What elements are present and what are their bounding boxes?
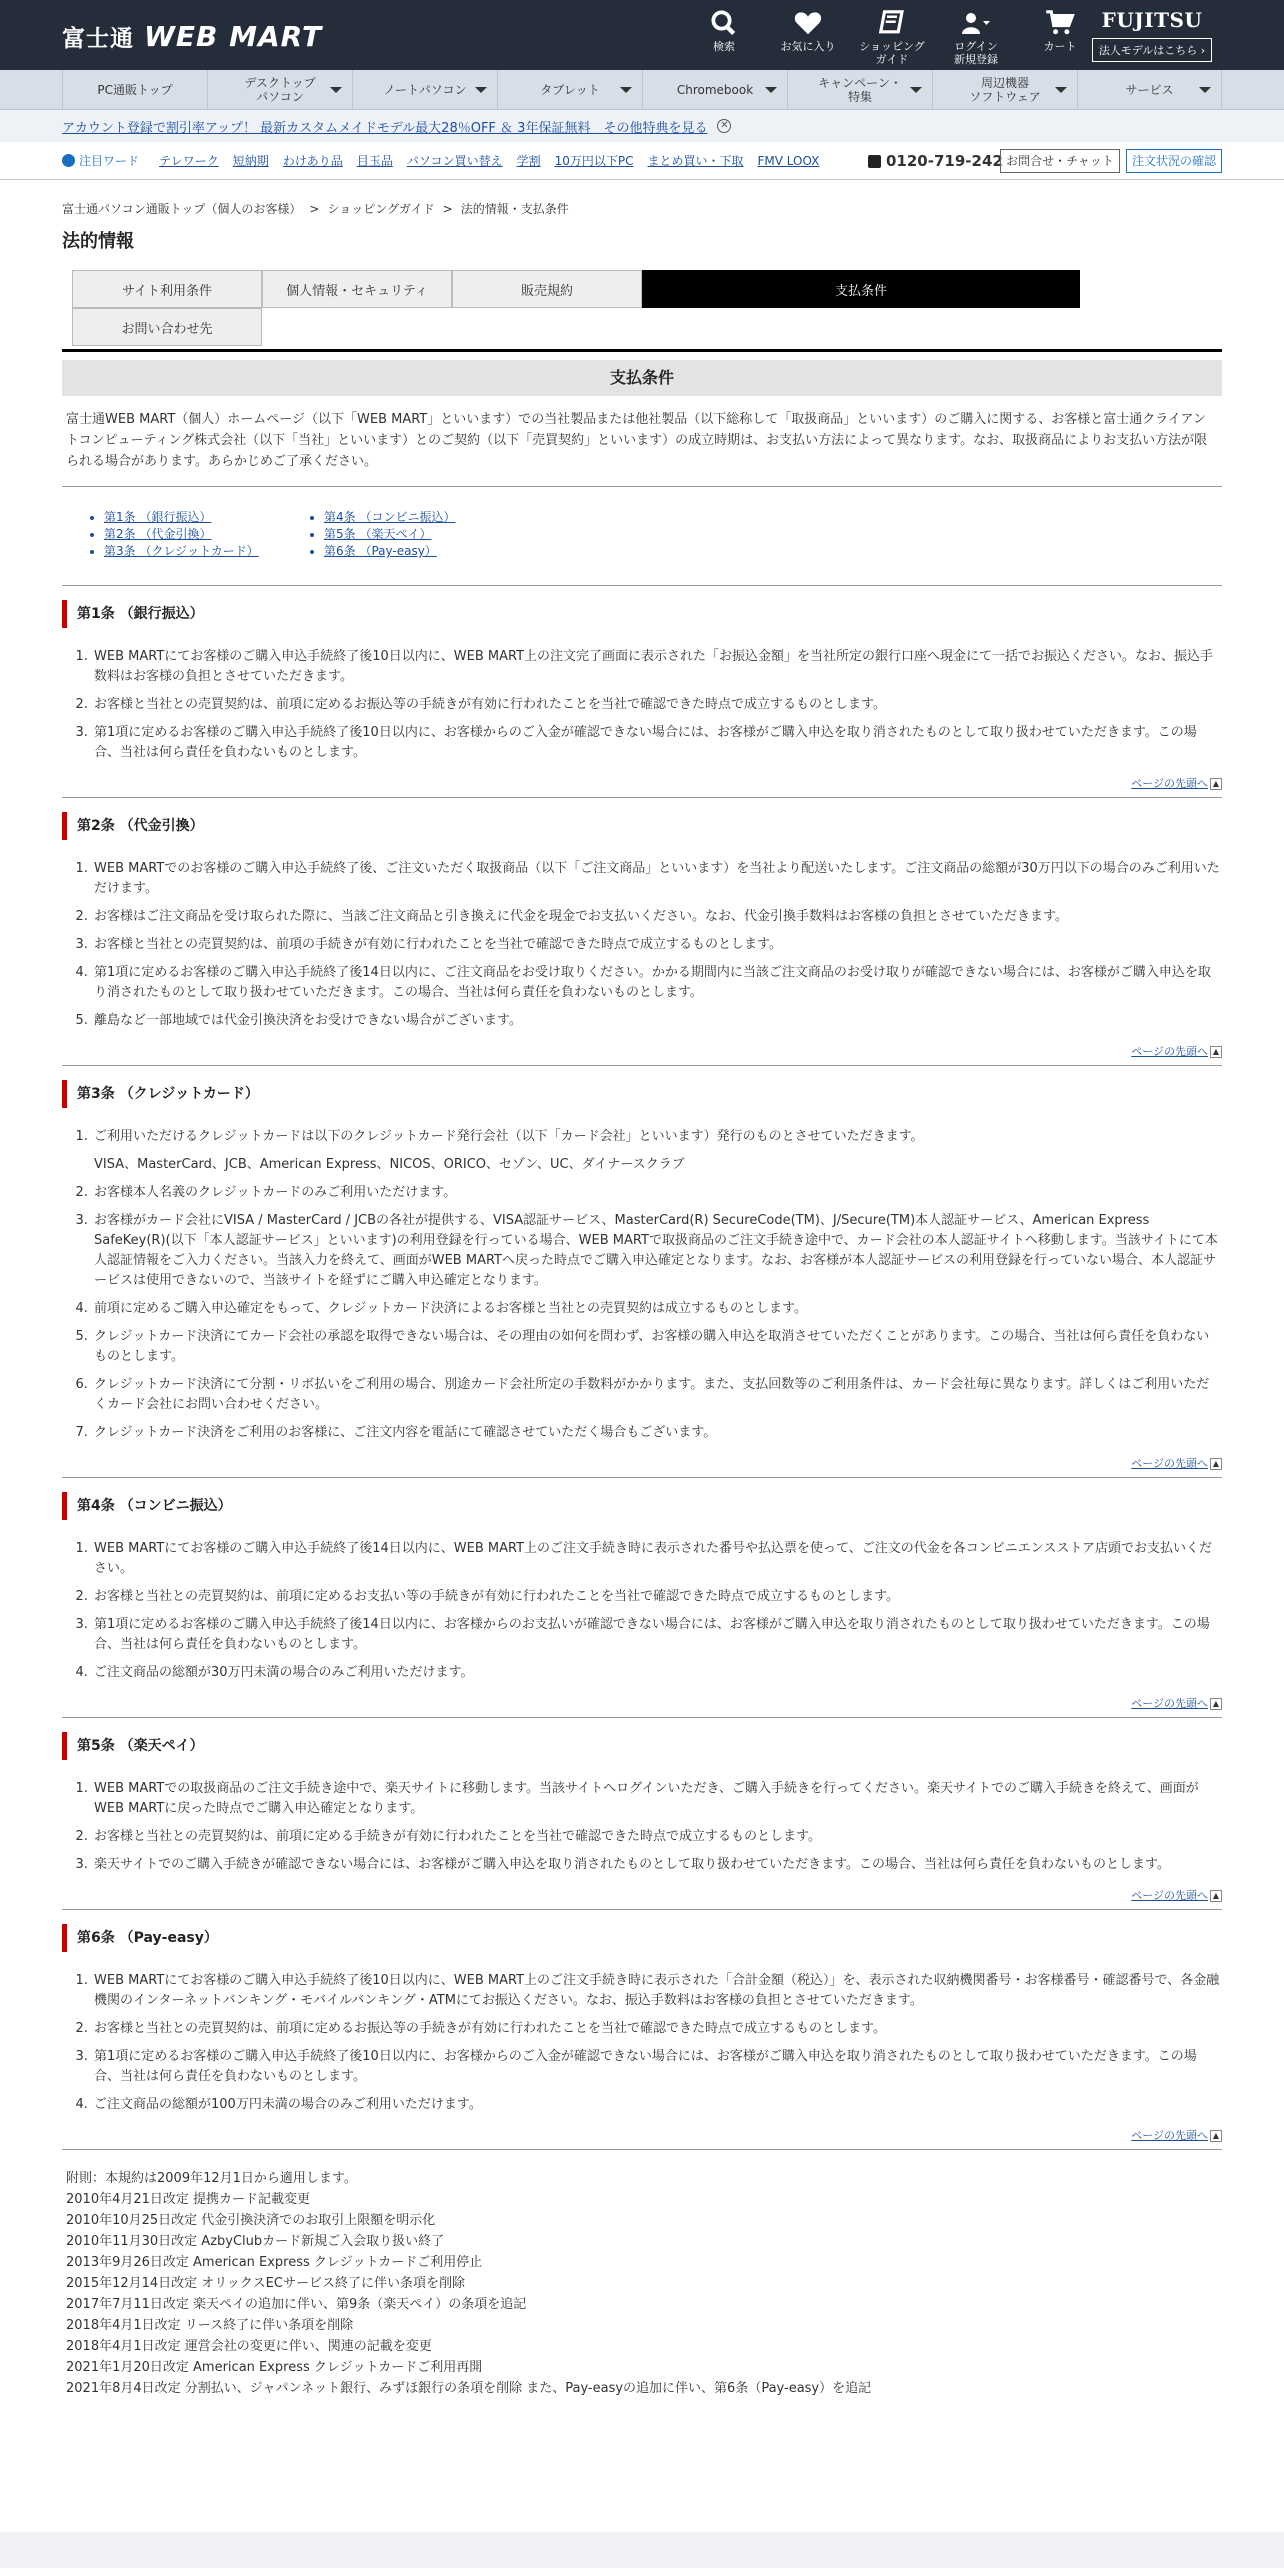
article-list xyxy=(92,647,1222,763)
cat-pc-top[interactable]: PC通販トップ xyxy=(62,70,207,110)
article-item-text: WEB MARTにてお客様のご購入申込手続終了後10日以内に、WEB MART上の注文完了画面に表示された「お振込金額」を当社所定の銀行口座へ現金にて一括でお振込ください。なお、振込手数料はお客様の負担とさせていただきます。 xyxy=(94,649,1214,684)
intro-text: 富士通WEB MART（個人）ホームページ（以下「WEB MART」といいます）での当社製品または他社製品（以下総称して「取扱商品」といいます）のご購入に関する、お客様と富士通クライアントコンピューティング株式会社（以下「当社」といいます）とのご契約（以下「売買契約」といいます）の成立時期は、お支払い方法によって異なります。なお、取扱商品によりお支払い方法が限られる場合があります。あらかじめご了承ください。 xyxy=(66,412,1208,469)
article-item xyxy=(92,1327,1222,1367)
keyword-link[interactable]: 学割 xyxy=(516,154,541,168)
article-item-text: お客様本人名義のクレジットカードのみご利用いただけます。 xyxy=(94,1185,457,1200)
article-item xyxy=(92,935,1222,955)
article-item-text: WEB MARTでのお客様のご購入申込手続終了後、ご注文いただく取扱商品（以下「ご注文商品」といいます）を当社より配送いたします。ご注文商品の総額が30万円以下の場合のみご利用いただけます。 xyxy=(94,861,1220,896)
article-3 xyxy=(62,1080,1222,1478)
article-item xyxy=(92,963,1222,1003)
to-top-link[interactable]: ページの先頭へ xyxy=(1131,777,1208,790)
article-item xyxy=(92,1971,1222,2011)
annex-line: 2015年12月14日改定 オリックスECサービス終了に伴い条項を削除 xyxy=(66,2276,465,2291)
to-top-row xyxy=(62,2123,1222,2149)
article-item xyxy=(92,695,1222,715)
cat-chromebook[interactable]: Chromebook xyxy=(642,70,787,110)
contact-chat-button[interactable]: お問合せ・チャット xyxy=(1000,149,1120,173)
phone-icon xyxy=(868,155,881,168)
user-icon xyxy=(961,8,991,38)
toc-link-article-6[interactable]: 第6条 （Pay-easy） xyxy=(324,544,437,558)
article-item xyxy=(92,1827,1222,1847)
chevron-down-icon xyxy=(1055,87,1067,93)
arrow-up-icon[interactable]: ▲ xyxy=(1210,1046,1222,1058)
card-brand-list: VISA、MasterCard、JCB、American Express、NICOS、ORICO、セゾン、UC、ダイナースクラブ xyxy=(94,1157,685,1172)
article-item-text: WEB MARTにてお客様のご購入申込手続終了後10日以内に、WEB MART上のご注文手続き時に表示された「合計金額（税込）」を、表示された収納機関番号・お客様番号・確認番号で、各金融機関のインターネットバンキング・モバイルバンキング・ATMにてお振込ください。なお、振込手数料はお客様の負担とさせていただきます。 xyxy=(94,1973,1220,2008)
annex-line: 2021年8月4日改定 分割払い、ジャパンネット銀行、みずほ銀行の条項を削除 また、Pay-easyの追加に伴い、第6条（Pay-easy）を追記 xyxy=(66,2381,872,2396)
to-top-link[interactable]: ページの先頭へ xyxy=(1131,2129,1208,2142)
cat-campaign[interactable]: キャンペーン・ 特集 xyxy=(787,70,932,110)
article-item xyxy=(92,1375,1222,1415)
promo-link[interactable]: アカウント登録で割引率アップ！ 最新カスタムメイドモデル最大28％OFF ＆ 3年保証無料 その他特典を見る xyxy=(62,120,708,136)
page-title: 法的情報 xyxy=(62,231,134,252)
article-item-text: ご注文商品の総額が30万円未満の場合のみご利用いただけます。 xyxy=(94,1665,474,1680)
category-nav xyxy=(0,70,1284,110)
article-item-text: お客様と当社との売買契約は、前項に定めるお支払い等の手続きが有効に行われたことを当社で確認できた時点で成立するものとします。 xyxy=(94,1589,899,1604)
tab-sales-terms[interactable]: 販売規約 xyxy=(452,270,642,308)
article-item xyxy=(92,1615,1222,1655)
toc-link-article-5[interactable]: 第5条 （楽天ペイ） xyxy=(324,527,432,541)
keyword-link[interactable]: テレワーク xyxy=(159,154,219,168)
article-item xyxy=(92,1539,1222,1579)
article-list xyxy=(92,1779,1222,1875)
fujitsu-brand xyxy=(1092,8,1212,62)
annex-line: 2013年9月26日改定 American Express クレジットカードご利用停止 xyxy=(66,2255,483,2270)
article-item xyxy=(92,2047,1222,2087)
site-logo[interactable]: 富士通 WEB MART xyxy=(62,20,323,53)
divider xyxy=(62,1717,1222,1718)
divider xyxy=(62,585,1222,586)
arrow-up-icon[interactable]: ▲ xyxy=(1210,1698,1222,1710)
article-item-text: お客様はご注文商品を受け取られた際に、当該ご注文商品と引き換えに代金を現金でお支払いください。なお、代金引換手数料はお客様の負担とさせていただきます。 xyxy=(94,909,1068,924)
toc-link-article-3[interactable]: 第3条 （クレジットカード） xyxy=(104,544,259,558)
keyword-link[interactable]: 10万円以下PC xyxy=(554,154,634,168)
divider xyxy=(62,797,1222,798)
breadcrumb-current: 法的情報・支払条件 xyxy=(460,202,569,216)
article-heading: 第4条 （コンビニ振込） xyxy=(62,1492,1222,1520)
to-top-row xyxy=(62,1451,1222,1477)
article-heading: 第2条 （代金引換） xyxy=(62,812,1222,840)
to-top-link[interactable]: ページの先頭へ xyxy=(1131,1457,1208,1470)
article-item-text: ご注文商品の総額が100万円未満の場合のみご利用いただけます。 xyxy=(94,2097,482,2112)
divider xyxy=(62,1477,1222,1478)
article-list xyxy=(92,859,1222,1031)
article-item xyxy=(92,1855,1222,1875)
cart-icon xyxy=(1045,8,1075,38)
to-top-link[interactable]: ページの先頭へ xyxy=(1131,1697,1208,1710)
keyword-link[interactable]: パソコン買い替え xyxy=(406,154,503,168)
articles xyxy=(62,600,1222,2150)
header-login-button[interactable] xyxy=(934,0,1018,70)
article-item xyxy=(92,859,1222,899)
section-title: 支払条件 xyxy=(62,360,1222,396)
keyword-label: 注目ワード xyxy=(62,152,139,169)
close-icon[interactable]: ✕ xyxy=(717,119,731,133)
cat-peripherals[interactable]: 周辺機器 ソフトウェア xyxy=(932,70,1077,110)
to-top-link[interactable]: ページの先頭へ xyxy=(1131,1045,1208,1058)
article-6 xyxy=(62,1924,1222,2150)
footer-band xyxy=(0,2532,1284,2568)
keyword-row xyxy=(0,142,1284,180)
to-top-link[interactable]: ページの先頭へ xyxy=(1131,1889,1208,1902)
toc-item xyxy=(324,509,544,526)
annex-line: 2010年11月30日改定 AzbyClubカード新規ご入会取り扱い終了 xyxy=(66,2234,445,2249)
annex-line: 2010年10月25日改定 代金引換決済でのお取引上限額を明示化 xyxy=(66,2213,436,2228)
table-of-contents xyxy=(62,487,1222,585)
article-item-text: 第1項に定めるお客様のご購入申込手続終了後10日以内に、お客様からのご入金が確認できない場合には、お客様がご購入申込を取り消されたものとして取り扱わせていただきます。この場合、当社は何ら責任を負わないものとします。 xyxy=(94,2049,1197,2084)
annex-line: 2017年7月11日改定 楽天ペイの追加に伴い、第9条（楽天ペイ）の条項を追記 xyxy=(66,2297,527,2312)
article-item-text: お客様と当社との売買契約は、前項に定める手続きが有効に行われたことを当社で確認できた時点で成立するものとします。 xyxy=(94,1829,821,1844)
article-item-text: 第1項に定めるお客様のご購入申込手続終了後14日以内に、お客様からのお支払いが確認できない場合には、お客様がご購入申込を取り消されたものとして取り扱わせていただきます。この場合、当社は何ら責任を負わないものとします。 xyxy=(94,1617,1210,1652)
toc-column xyxy=(324,509,544,585)
article-list xyxy=(92,1539,1222,1683)
article-2 xyxy=(62,812,1222,1066)
cat-notebook[interactable]: ノートパソコン xyxy=(352,70,497,110)
article-item xyxy=(92,1779,1222,1819)
to-top-row xyxy=(62,1039,1222,1065)
to-top-row xyxy=(62,771,1222,797)
guide-label: ショッピング ガイド xyxy=(859,40,925,66)
toc-item xyxy=(104,509,324,526)
heart-icon xyxy=(793,8,823,38)
article-heading: 第3条 （クレジットカード） xyxy=(62,1080,1222,1108)
toc-link-article-4[interactable]: 第4条 （コンビニ振込） xyxy=(324,510,456,524)
annex-line: 附則：本規約は2009年12月1日から適用します。 xyxy=(66,2171,357,2186)
keyword-link[interactable]: わけあり品 xyxy=(282,154,343,168)
chevron-down-icon xyxy=(475,87,487,93)
tab-underline xyxy=(62,349,1222,352)
order-status-button[interactable]: 注文状況の確認 xyxy=(1126,149,1222,173)
toc-item xyxy=(104,526,324,543)
article-item-text: お客様がカード会社にVISA / MasterCard / JCBの各社が提供する、VISA認証サービス、MasterCard(R) SecureCode(TM)、J/Secure(TM)本人認証サービス、American Express SafeKey(R)(以下「本人認証サービス」といいます)の利用登録を行っている場合、WEB MARTで取扱商品のご注文手続き途中で、カード会社の本人認証サイトへ移動します。当該サイトにて本人認証情報をご入力ください。当該入力を終えて、画面がWEB MARTへ戻った時点でご購入申込確定となります。なお、お客様が本人認証サービスの利用登録を行っていない場合、本人認証サービスは使用できないので、当該サイトを経ずにご購入申込確定となります。 xyxy=(94,1213,1218,1288)
to-top-row xyxy=(62,1691,1222,1717)
breadcrumb-item[interactable]: 富士通パソコン通販トップ（個人のお客様） xyxy=(62,202,302,216)
keyword-link[interactable]: FMV LOOX xyxy=(757,153,820,168)
divider xyxy=(62,1909,1222,1910)
header-search-button[interactable] xyxy=(682,0,766,70)
toc-column xyxy=(104,509,324,585)
keyword-link[interactable]: まとめ買い・下取 xyxy=(647,154,744,168)
article-1 xyxy=(62,600,1222,798)
header-cart-button[interactable] xyxy=(1018,0,1102,70)
book-icon xyxy=(877,8,907,38)
speech-bubble-icon xyxy=(62,154,75,167)
annex-line: 2021年1月20日改定 American Express クレジットカードご利用再開 xyxy=(66,2360,483,2375)
annex-line: 2010年4月21日改定 提携カード記載変更 xyxy=(66,2192,311,2207)
article-item-text: WEB MARTでの取扱商品のご注文手続き途中で、楽天サイトに移動します。当該サイトへログインいただき、ご購入手続きを行ってください。楽天サイトでのご購入手続きを終えて、画面がWEB MARTに戻った時点でご購入申込確定となります。 xyxy=(94,1781,1199,1816)
fujitsu-logo[interactable]: FUJITSU xyxy=(1101,8,1203,32)
article-heading: 第6条 （Pay-easy） xyxy=(62,1924,1222,1952)
tab-contact[interactable]: お問い合わせ先 xyxy=(72,308,262,346)
keyword-link[interactable]: 目玉品 xyxy=(356,154,393,168)
login-label: ログイン 新規登録 xyxy=(954,40,998,66)
article-heading: 第1条 （銀行振込） xyxy=(62,600,1222,628)
phone-number: 0120-719-242 xyxy=(868,152,1003,170)
article-item-text: 第1項に定めるお客様のご購入申込手続終了後10日以内に、お客様からのご入金が確認できない場合には、お客様がご購入申込を取り消されたものとして取り扱わせていただきます。この場合、当社は何ら責任を負わないものとします。 xyxy=(94,725,1197,760)
divider xyxy=(62,1065,1222,1066)
article-item-text: ご利用いただけるクレジットカードは以下のクレジットカード発行会社（以下「カード会社」といいます）発行のものとさせていただきます。 xyxy=(94,1129,924,1144)
cart-label: カート xyxy=(1043,40,1077,53)
article-item-text: お客様と当社との売買契約は、前項の手続きが有効に行われたことを当社で確認できた時点で成立するものとします。 xyxy=(94,937,782,952)
article-item-text: クレジットカード決済にてカード会社の承認を取得できない場合は、その理由の如何を問わず、お客様の購入申込を取消させていただくことがあります。この場合、当社は何ら責任を負わないものとします。 xyxy=(94,1329,1210,1364)
toc-link-article-2[interactable]: 第2条 （代金引換） xyxy=(104,527,212,541)
article-list xyxy=(92,1971,1222,2115)
annex-line: 2018年4月1日改定 運営会社の変更に伴い、関連の記載を変更 xyxy=(66,2339,432,2354)
arrow-up-icon[interactable]: ▲ xyxy=(1210,1458,1222,1470)
article-item-text: お客様と当社との売買契約は、前項に定めるお振込等の手続きが有効に行われたことを当社で確認できた時点で成立するものとします。 xyxy=(94,697,886,712)
article-item-text: WEB MARTにてお客様のご購入申込手続終了後14日以内に、WEB MART上のご注文手続き時に表示された番号や払込票を使って、ご注文の代金を各コンビニエンスストア店頭でお支払いください。 xyxy=(94,1541,1213,1576)
tab-payment-terms[interactable]: 支払条件 xyxy=(642,270,1080,308)
keyword-link[interactable]: 短納期 xyxy=(232,154,269,168)
chevron-down-icon xyxy=(765,87,777,93)
article-item xyxy=(92,1011,1222,1031)
article-item xyxy=(92,2095,1222,2115)
search-label: 検索 xyxy=(713,40,735,53)
cat-service[interactable]: サービス xyxy=(1077,70,1222,110)
toc-item xyxy=(324,526,544,543)
article-item-text: 前項に定めるご購入申込確定をもって、クレジットカード決済によるお客様と当社との売買契約は成立するものとします。 xyxy=(94,1301,807,1316)
header-icons xyxy=(682,0,1102,70)
to-top-row xyxy=(62,1883,1222,1909)
corporate-model-link[interactable]: 法人モデルはこちら › xyxy=(1092,38,1212,62)
article-item-text: クレジットカード決済にて分割・リボ払いをご利用の場合、別途カード会社所定の手数料がかかります。また、支払回数等のご利用条件は、カード会社毎に異なります。詳しくはご利用いただくカード会社にお問い合わせください。 xyxy=(94,1377,1210,1412)
article-list xyxy=(92,1127,1222,1443)
article-item-text: 離島など一部地域では代金引換決済をお受けできない場合がございます。 xyxy=(94,1013,522,1028)
promo-banner xyxy=(0,110,1284,142)
article-item xyxy=(92,1127,1222,1175)
annex xyxy=(62,2168,1222,2399)
chevron-down-icon xyxy=(910,87,922,93)
header-guide-button[interactable] xyxy=(850,0,934,70)
tab-privacy[interactable]: 個人情報・セキュリティ xyxy=(262,270,452,308)
article-5 xyxy=(62,1732,1222,1910)
header-favorite-button[interactable] xyxy=(766,0,850,70)
chevron-down-icon xyxy=(620,87,632,93)
chevron-down-icon xyxy=(1199,87,1211,93)
breadcrumb: 富士通パソコン通販トップ（個人のお客様） > ショッピングガイド > 法的情報・支払条件 xyxy=(62,202,569,216)
annex-line: 2018年4月1日改定 リース終了に伴い条項を削除 xyxy=(66,2318,354,2333)
article-item xyxy=(92,1587,1222,1607)
arrow-up-icon[interactable]: ▲ xyxy=(1210,2130,1222,2142)
toc-link-article-1[interactable]: 第1条 （銀行振込） xyxy=(104,510,212,524)
breadcrumb-item[interactable]: ショッピングガイド xyxy=(327,202,435,216)
article-heading: 第5条 （楽天ペイ） xyxy=(62,1732,1222,1760)
article-item xyxy=(92,647,1222,687)
arrow-up-icon[interactable]: ▲ xyxy=(1210,778,1222,790)
article-item xyxy=(92,1183,1222,1203)
main-content xyxy=(62,360,1222,2399)
arrow-up-icon[interactable]: ▲ xyxy=(1210,1890,1222,1902)
article-item xyxy=(92,1663,1222,1683)
favorite-label: お気に入り xyxy=(780,40,836,53)
article-item xyxy=(92,1423,1222,1443)
search-icon xyxy=(709,8,739,38)
article-item-text: お客様と当社との売買契約は、前項に定めるお振込等の手続きが有効に行われたことを当社で確認できた時点で成立するものとします。 xyxy=(94,2021,886,2036)
top-header xyxy=(0,0,1284,70)
cat-desktop[interactable]: デスクトップ パソコン xyxy=(207,70,352,110)
cat-tablet[interactable]: タブレット xyxy=(497,70,642,110)
article-item xyxy=(92,723,1222,763)
article-item-text: 楽天サイトでのご購入手続きが確認できない場合には、お客様がご購入申込を取り消されたものとして取り扱わせていただきます。この場合、当社は何ら責任を負わないものとします。 xyxy=(94,1857,1171,1872)
divider xyxy=(62,2149,1222,2150)
article-item xyxy=(92,2019,1222,2039)
chevron-down-icon xyxy=(330,87,342,93)
article-4 xyxy=(62,1492,1222,1718)
article-item-text: 第1項に定めるお客様のご購入申込手続終了後14日以内に、ご注文商品をお受け取りください。かかる期間内に当該ご注文商品のお受け取りが確認できない場合には、お客様がご購入申込を取り消されたものとして取り扱わせていただきます。この場合、当社は何ら責任を負わないものとします。 xyxy=(94,965,1211,1000)
article-item xyxy=(92,1299,1222,1319)
article-item xyxy=(92,1211,1222,1291)
article-item-text: クレジットカード決済をご利用のお客様に、ご注文内容を電話にて確認させていただく場合もございます。 xyxy=(94,1425,717,1440)
article-item xyxy=(92,907,1222,927)
toc-item xyxy=(104,543,324,560)
tab-site-terms[interactable]: サイト利用条件 xyxy=(72,270,262,308)
toc-item xyxy=(324,543,544,560)
